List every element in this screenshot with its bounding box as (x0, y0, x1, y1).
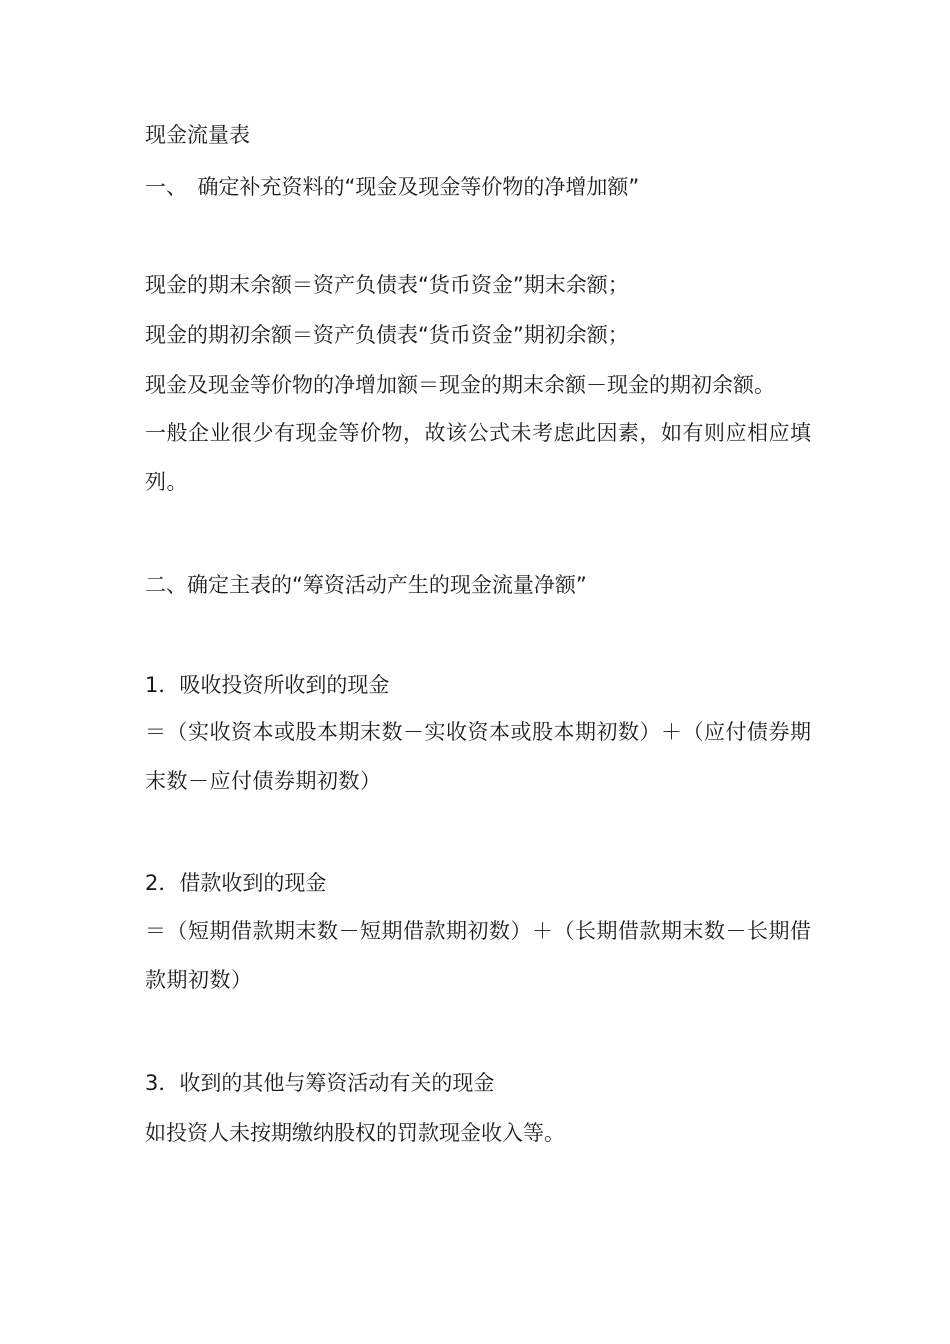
item-2-formula: ＝（短期借款期末数－短期借款期初数）＋（长期借款期末数－长期借款期初数） (145, 919, 812, 992)
section-1-note: 一般企业很少有现金等价物，故该公式未考虑此因素，如有则应相应填列。 (145, 421, 812, 494)
item-1-title: 1．吸收投资所收到的现金 (145, 673, 390, 697)
item-1-formula: ＝（实收资本或股本期末数－实收资本或股本期初数）＋（应付债券期末数－应付债券期初数） (145, 720, 812, 793)
section-2-heading: 二、确定主表的“筹资活动产生的现金流量净额” (145, 573, 587, 597)
item-3-description: 如投资人未按期缴纳股权的罚款现金收入等。 (145, 1121, 565, 1145)
formula-line-net-increase: 现金及现金等价物的净增加额＝现金的期末余额－现金的期初余额。 (145, 373, 775, 397)
formula-line-ending-balance: 现金的期末余额＝资产负债表“货币资金”期末余额； (145, 273, 629, 297)
section-1-heading: 一、 确定补充资料的“现金及现金等价物的净增加额” (145, 175, 640, 199)
document-title: 现金流量表 (145, 123, 250, 147)
item-3-title: 3．收到的其他与筹资活动有关的现金 (145, 1071, 495, 1095)
formula-line-opening-balance: 现金的期初余额＝资产负债表“货币资金”期初余额； (145, 323, 629, 347)
item-2-title: 2．借款收到的现金 (145, 871, 327, 895)
